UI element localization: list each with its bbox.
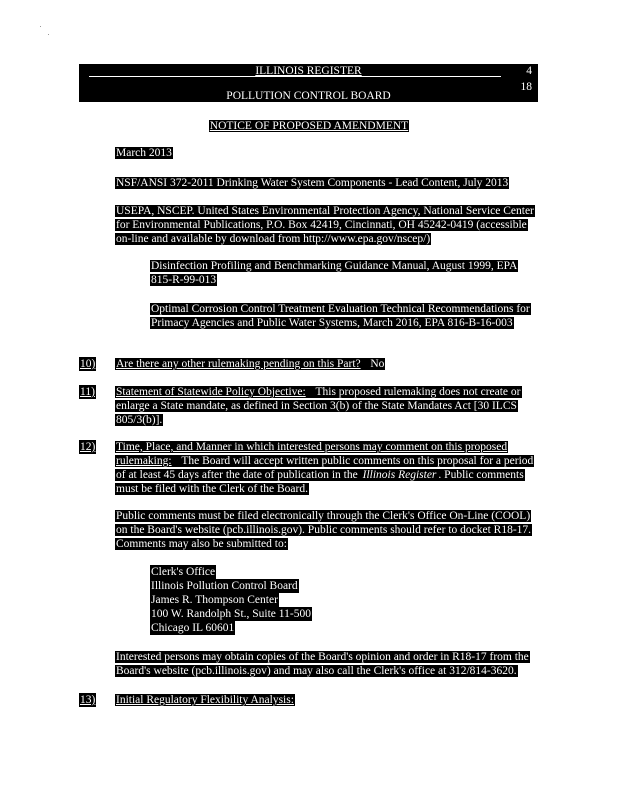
section-13-heading: Initial Regulatory Flexibility Analysis: <box>116 694 294 706</box>
clerk-address <box>150 565 312 635</box>
section-12-copies: Interested persons may obtain copies of the Board's opinion and order in R18-17 from the Board's website (pcb.illinois.gov) and may also call the Clerk's office at 312/814-3620. <box>116 651 529 677</box>
section-13-number: 13) <box>80 694 96 706</box>
ref-usepa: USEPA, NSCEP. United States Environmental Protection Agency, National Service Center for Environmental Publications, P.O. Box 42419, Cincinnati, OH 45242-0419 (accessible on-line and available by download from http://www.epa.gov/nscep/) <box>116 205 534 245</box>
section-12-number: 12) <box>80 441 96 453</box>
board-title: POLLUTION CONTROL BOARD <box>226 90 391 102</box>
section-12-cool: Public comments must be filed electronically through the Clerk's Office On-Line (COOL) on the Board's website (pcb.illinois.gov). Public comments should refer to docket R18-17. Comments may also be submitted to: <box>116 510 532 550</box>
ref-date: March 2013 <box>116 147 172 159</box>
section-12-text-a: The Board will accept written public comments on this proposal for a period of at least 45 days after the date of publication in the <box>116 455 534 481</box>
register-title: ILLINOIS REGISTER <box>255 65 362 77</box>
ref-nsf: NSF/ANSI 372-2011 Drinking Water System Components - Lead Content, July 2013 <box>116 177 509 189</box>
section-13 <box>115 693 538 707</box>
section-10 <box>115 357 538 371</box>
section-11 <box>115 385 538 427</box>
section-10-answer: No <box>370 358 385 370</box>
section-12-heading: Time, Place, and Manner in which interested persons may comment on this proposed rulemaking: <box>116 441 508 467</box>
scan-speck <box>40 26 41 27</box>
page-number-bottom: 18 <box>520 81 532 93</box>
section-12-publication: Illinois Register <box>362 469 437 481</box>
section-11-text: This proposed rulemaking does not create or enlarge a State mandate, as defined in Section 3(b) of the State Mandates Act [30 ILCS 805/3(b)]. <box>116 386 521 426</box>
notice-title: NOTICE OF PROPOSED AMENDMENT <box>209 120 409 132</box>
ref-corrosion-recommendations: Optimal Corrosion Control Treatment Evaluation Technical Recommendations for Primacy Agencies and Public Water Systems, March 2016, EPA 816-B-16-003 <box>151 303 530 329</box>
ref-disinfection-manual: Disinfection Profiling and Benchmarking Guidance Manual, August 1999, EPA 815-R-99-013 <box>151 260 518 286</box>
address-line: 100 W. Randolph St., Suite 11-500 <box>151 608 311 620</box>
address-line: Clerk's Office <box>151 566 216 578</box>
register-header <box>79 64 538 102</box>
section-11-heading: Statement of Statewide Policy Objective: <box>116 386 306 398</box>
section-12-text-b: . Public comments must be filed with the Clerk of the Board. <box>116 469 524 495</box>
address-line: Chicago IL 60601 <box>151 622 235 634</box>
page-number-top: 4 <box>526 65 532 77</box>
scan-speck <box>48 34 49 35</box>
section-11-number: 11) <box>80 386 95 398</box>
section-10-number: 10) <box>80 358 96 370</box>
address-line: Illinois Pollution Control Board <box>151 580 298 592</box>
section-12 <box>115 440 538 496</box>
address-line: James R. Thompson Center <box>151 594 278 606</box>
section-10-heading: Are there any other rulemaking pending on this Part? <box>116 358 361 370</box>
